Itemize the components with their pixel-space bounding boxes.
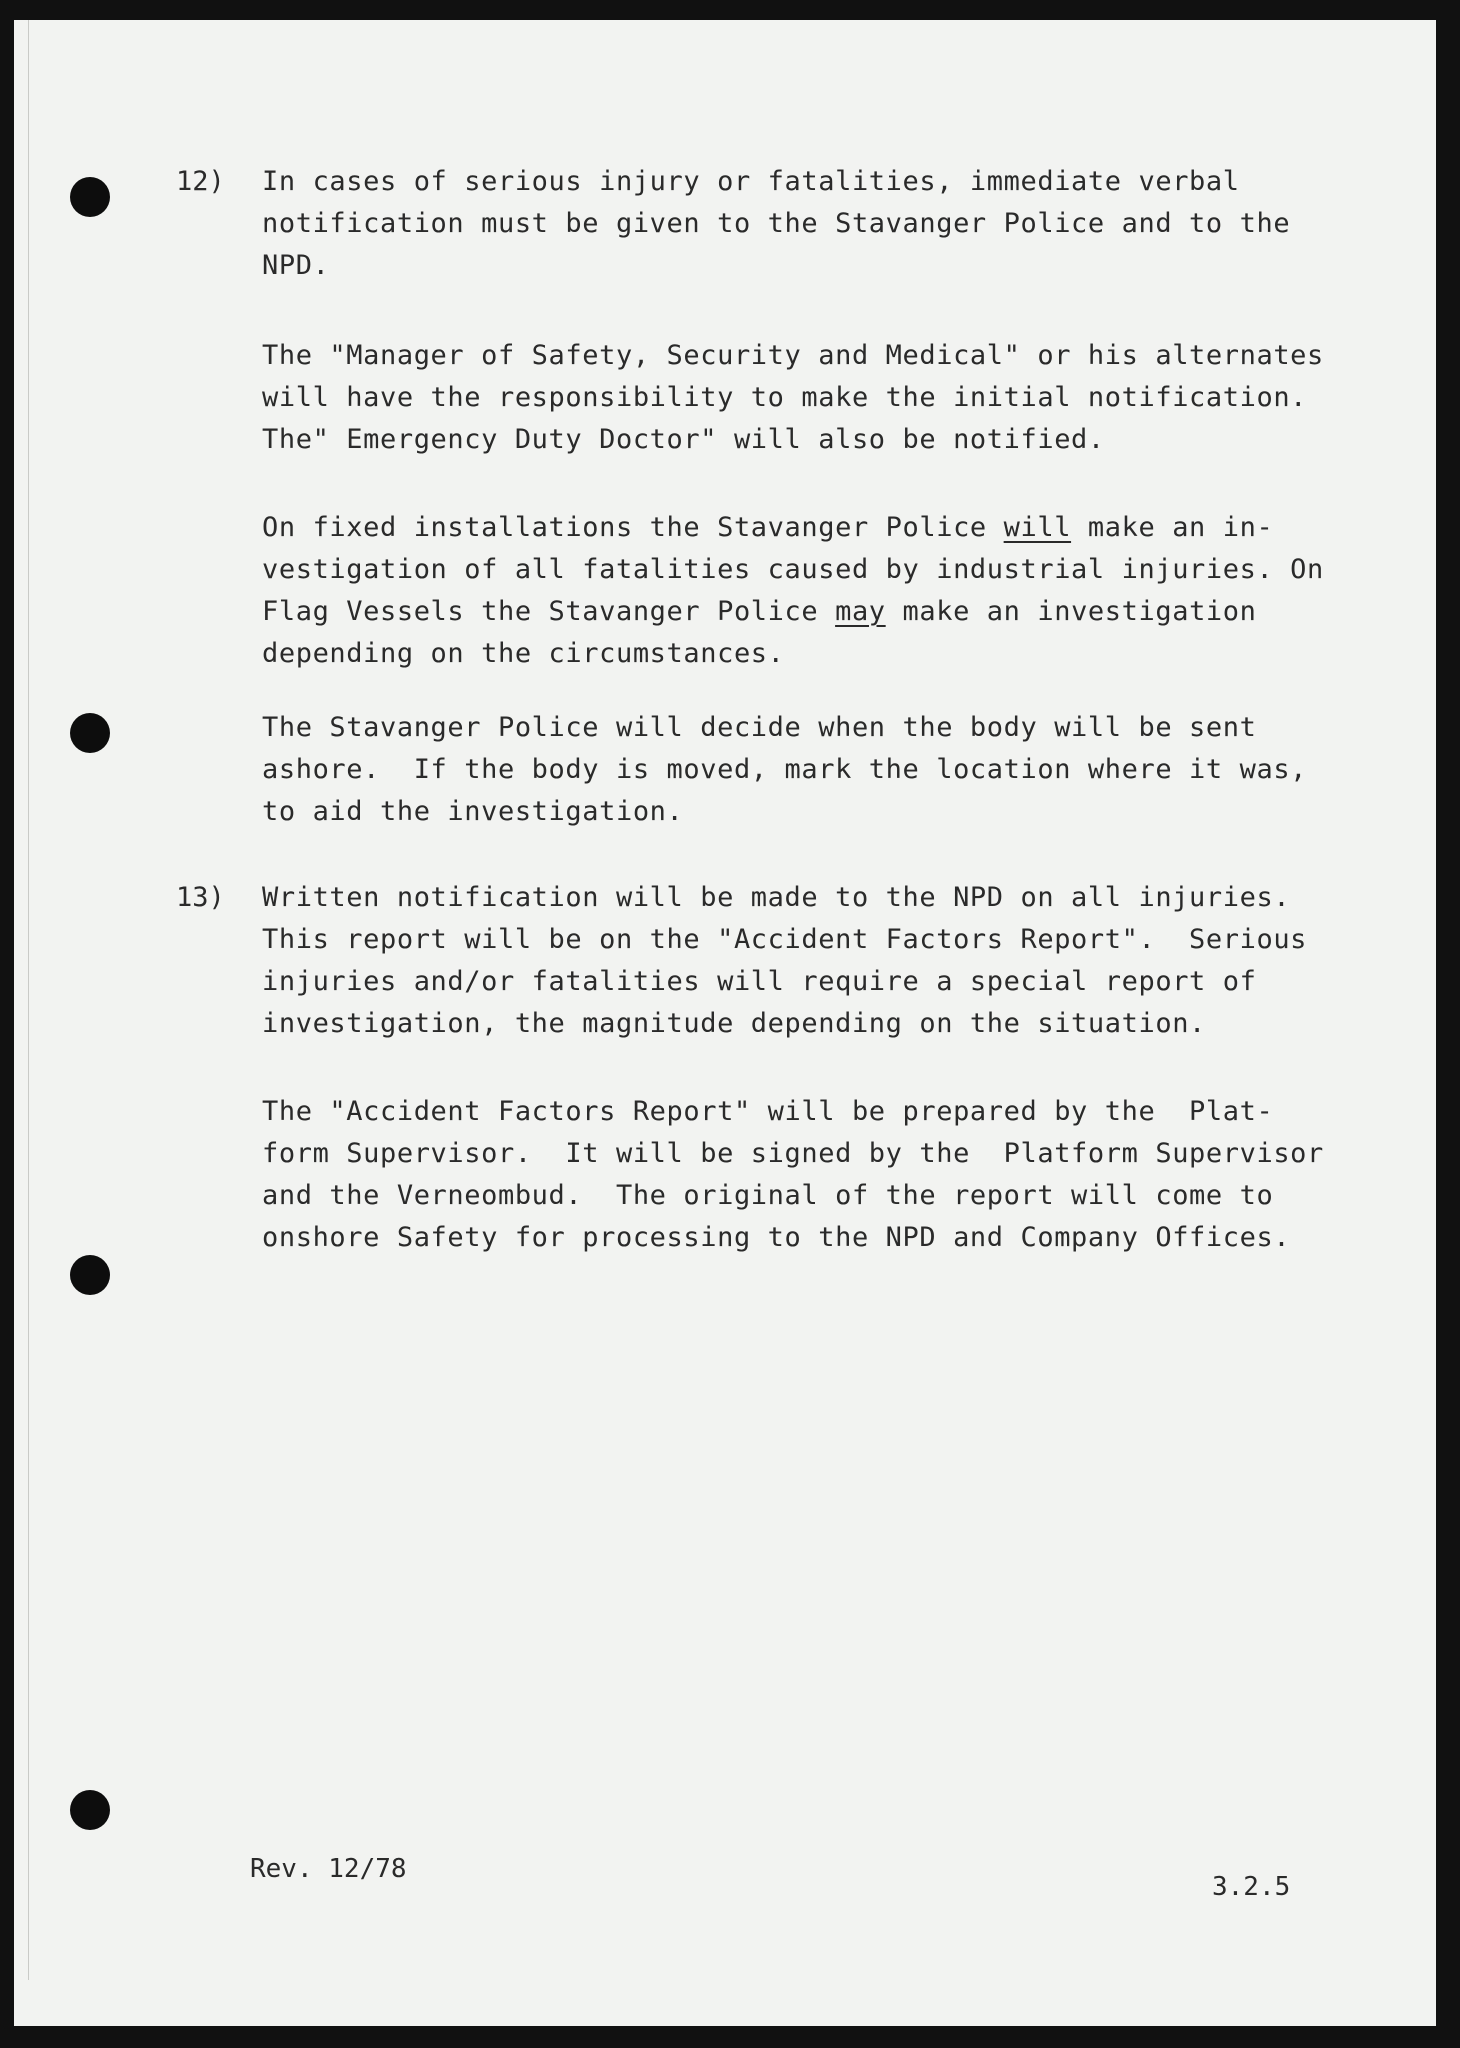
- item-12-p1-line-2: notification must be given to the Stavanger Police and to the: [262, 208, 1291, 239]
- page-number: 3.2.5: [1212, 1872, 1291, 1902]
- item-13-p2-line-3: and the Verneombud. The original of the report will come to: [262, 1180, 1274, 1211]
- revision-label: Rev. 12/78: [250, 1854, 407, 1884]
- margin-rule: [28, 20, 29, 1980]
- item-12-p3-line-1: [262, 514, 1273, 541]
- emphasis-may: may: [835, 596, 886, 627]
- item-12-p3-line-1-end: make an in-: [1071, 512, 1274, 543]
- item-12-p2-line-3: The" Emergency Duty Doctor" will also be notified.: [262, 424, 1105, 455]
- item-13-p2-line-2: form Supervisor. It will be signed by the Platform Supervisor: [262, 1138, 1324, 1169]
- item-12-p3-line-1-start: On fixed installations the Stavanger Police: [262, 512, 1004, 543]
- item-12-p1-line-1: In cases of serious injury or fatalities, immediate verbal: [262, 166, 1240, 197]
- item-12-p3-line-4: depending on the circumstances.: [262, 638, 785, 669]
- item-13-p1-line-4: investigation, the magnitude depending on the situation.: [262, 1008, 1206, 1039]
- item-12-number: 12): [176, 166, 225, 197]
- punch-hole-1: [70, 177, 110, 217]
- punch-hole-4: [70, 1790, 110, 1830]
- punch-hole-2: [70, 713, 110, 753]
- item-13-p1-line-3: injuries and/or fatalities will require a special report of: [262, 966, 1257, 997]
- item-13-p2-line-4: onshore Safety for processing to the NPD and Company Offices.: [262, 1222, 1291, 1253]
- item-13-p1-line-1: Written notification will be made to the NPD on all injuries.: [262, 882, 1291, 913]
- item-12-p3-line-2: vestigation of all fatalities caused by industrial injuries. On: [262, 554, 1324, 585]
- item-12-p4-line-3: to aid the investigation.: [262, 796, 684, 827]
- item-12-p1-line-3: NPD.: [262, 250, 330, 281]
- item-12-p3-line-3-end: make an investigation: [885, 596, 1257, 627]
- item-12-p4-line-1: The Stavanger Police will decide when the body will be sent: [262, 712, 1257, 743]
- emphasis-will: will: [1003, 512, 1072, 543]
- punch-hole-3: [70, 1255, 110, 1295]
- item-13-p2-line-1: The "Accident Factors Report" will be prepared by the Plat-: [262, 1096, 1274, 1127]
- item-12-p4-line-2: ashore. If the body is moved, mark the location where it was,: [262, 754, 1308, 785]
- item-13-number: 13): [176, 882, 225, 913]
- item-13-p1-line-2: This report will be on the "Accident Factors Report". Serious: [262, 924, 1308, 955]
- item-12-p3-line-3-start: Flag Vessels the Stavanger Police: [262, 596, 836, 627]
- item-12-p2-line-1: The "Manager of Safety, Security and Medical" or his alternates: [262, 340, 1324, 371]
- item-12-p2-line-2: will have the responsibility to make the initial notification.: [262, 382, 1308, 413]
- item-12-p3-line-3: [262, 598, 1257, 625]
